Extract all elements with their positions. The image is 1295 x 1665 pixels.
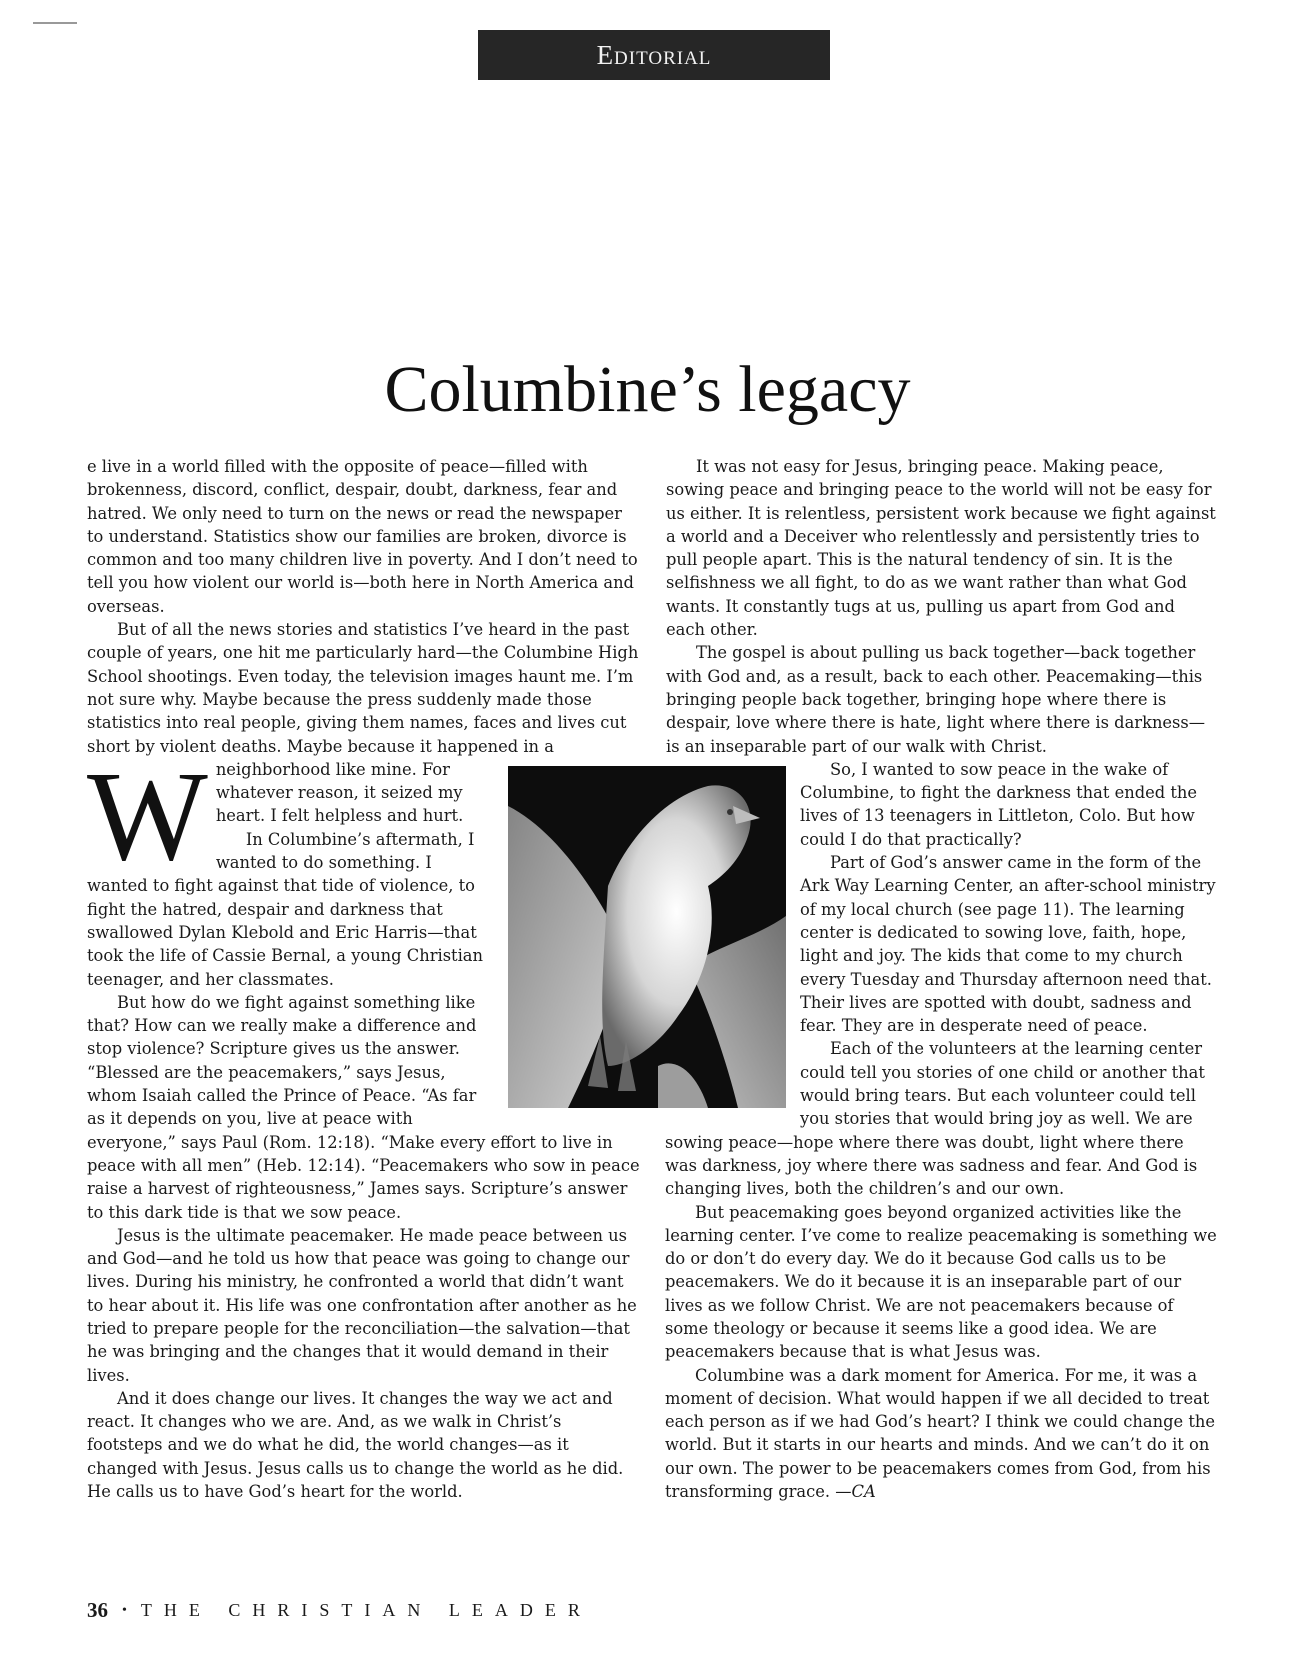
dove-photo	[508, 766, 786, 1108]
closing-text: Columbine was a dark moment for America. For me, it was a moment of decision. What would happen if we all decided to treat each person as if we had God’s heart? I think we could change the world. But it starts in our hearts and minds. And we can’t do it on our own. The power to be peacemakers comes from God, from his transforming grace.	[665, 1365, 1215, 1502]
page-number: 36	[87, 1598, 108, 1622]
author-signature: —CA	[835, 1482, 876, 1502]
paragraph: Each of the volunteers at the learning center could tell you stories of one child or another that would bring tears. But each volunteer could tell you stories that would bring joy as well. We are sowing peace—hope where there was doubt, light where there was darkness, joy where there was sadness and fear. And God is changing lives, both the children’s and our own.	[665, 1039, 1205, 1199]
closing-paragraph	[665, 1364, 1218, 1504]
paragraph: But peacemaking goes beyond organized activities like the learning center. I’ve come to realize peacemaking is something we do or don’t do every day. We do it because God calls us to be peacemakers. We do it because it is an inseparable part of our lives as we follow Christ. We are not peacemakers because of some theology or because it seems like a good idea. We are peacemakers because that is what Jesus was.	[665, 1202, 1217, 1362]
article-title: Columbine’s legacy	[384, 353, 911, 426]
paragraph: In Columbine’s aftermath, I wanted to do something. I wanted to fight against that tide of violence, to fight the hatred, despair and darkness that swallowed Dylan Klebold and Eric Harris—that took the life of Cassie Bernal, a young Christian teenager, and her classmates.	[87, 829, 483, 989]
drop-cap: W	[87, 745, 208, 887]
paragraph: Jesus is the ultimate peacemaker. He made peace between us and God—and he told us how that peace was going to change our lives. During his ministry, he confronted a world that didn’t want to hear about it. His life was one confrontation after another as he tried to prepare people for the reconciliation—the salvation—that he was bringing and the changes that it would demand in their lives.	[87, 1225, 637, 1385]
paragraph: And it does change our lives. It changes the way we act and react. It changes who we are. And, as we walk in Christ’s footsteps and we do what he did, the world changes—as it changed with Jesus. Jesus calls us to change the world as he did. He calls us to have God’s heart for the world.	[87, 1388, 624, 1502]
paragraph: So, I wanted to sow peace in the wake of Columbine, to fight the darkness that ended the lives of 13 teenagers in Littleton, Colo. But how could I do that practically?	[800, 759, 1198, 849]
section-label: Editorial	[596, 39, 712, 70]
paragraph: But of all the news stories and statistics I’ve heard in the past couple of years, one hit me particularly hard—the Columbine High School shootings. Even today, the television images haunt me. I’m not sure why. Maybe because the press suddenly made those statistics into real people, giving them names, faces and lives cut short by violent deaths. Maybe because it happened in a neighborhood like mine. For whatever reason, it seized my heart. I felt helpless and hurt.	[87, 620, 639, 826]
paragraph: But how do we fight against something like that? How can we really make a difference and stop violence? Scripture gives us the answer. “Blessed are the peacemakers,” says Jesus, whom Isaiah called the Prince of Peace. “As far as it depends on you, live at peace with everyone,” says Paul (Rom. 12:18). “Make every effort to live in peace with all men” (Heb. 12:14). “Peacemakers who sow in peace raise a harvest of righteousness,” James says. Scripture’s answer to this dark tide is that we sow peace.	[87, 992, 640, 1222]
magazine-name: THE CHRISTIAN LEADER	[140, 1600, 592, 1620]
dove-icon	[508, 766, 786, 1108]
page-footer	[87, 1598, 592, 1623]
corner-rule	[33, 22, 77, 24]
footer-bullet: •	[122, 1602, 127, 1618]
paragraph: e live in a world filled with the opposite of peace—filled with brokenness, discord, conflict, despair, doubt, darkness, fear and hatred. We only need to turn on the news or read the newspaper to understand. Statistics show our families are broken, divorce is common and too many children live in poverty. And I don’t need to tell you how violent our world is—both here in North America and overseas.	[87, 457, 638, 616]
paragraph: It was not easy for Jesus, bringing peace. Making peace, sowing peace and bringing peace to the world will not be easy for us either. It is relentless, persistent work because we fight against a world and a Deceiver who relentlessly and persistently tries to pull people apart. This is the natural tendency of sin. It is the selfishness we all fight, to do as we want rather than what God wants. It constantly tugs at us, pulling us apart from God and each other.	[666, 457, 1216, 640]
paragraph: The gospel is about pulling us back together—back together with God and, as a result, back to each other. Peacemaking—this bringing people back together, bringing hope where there is despair, love where there is hate, light where there is darkness—is an inseparable part of our walk with Christ.	[666, 643, 1206, 756]
section-banner	[478, 30, 830, 80]
paragraph: Part of God’s answer came in the form of the Ark Way Learning Center, an after-school ministry of my local church (see page 11). The learning center is dedicated to sowing love, faith, hope, light and joy. The kids that come to my church every Tuesday and Thursday afternoon need that. Their lives are spotted with doubt, sadness and fear. They are in desperate need of peace.	[800, 853, 1216, 1036]
